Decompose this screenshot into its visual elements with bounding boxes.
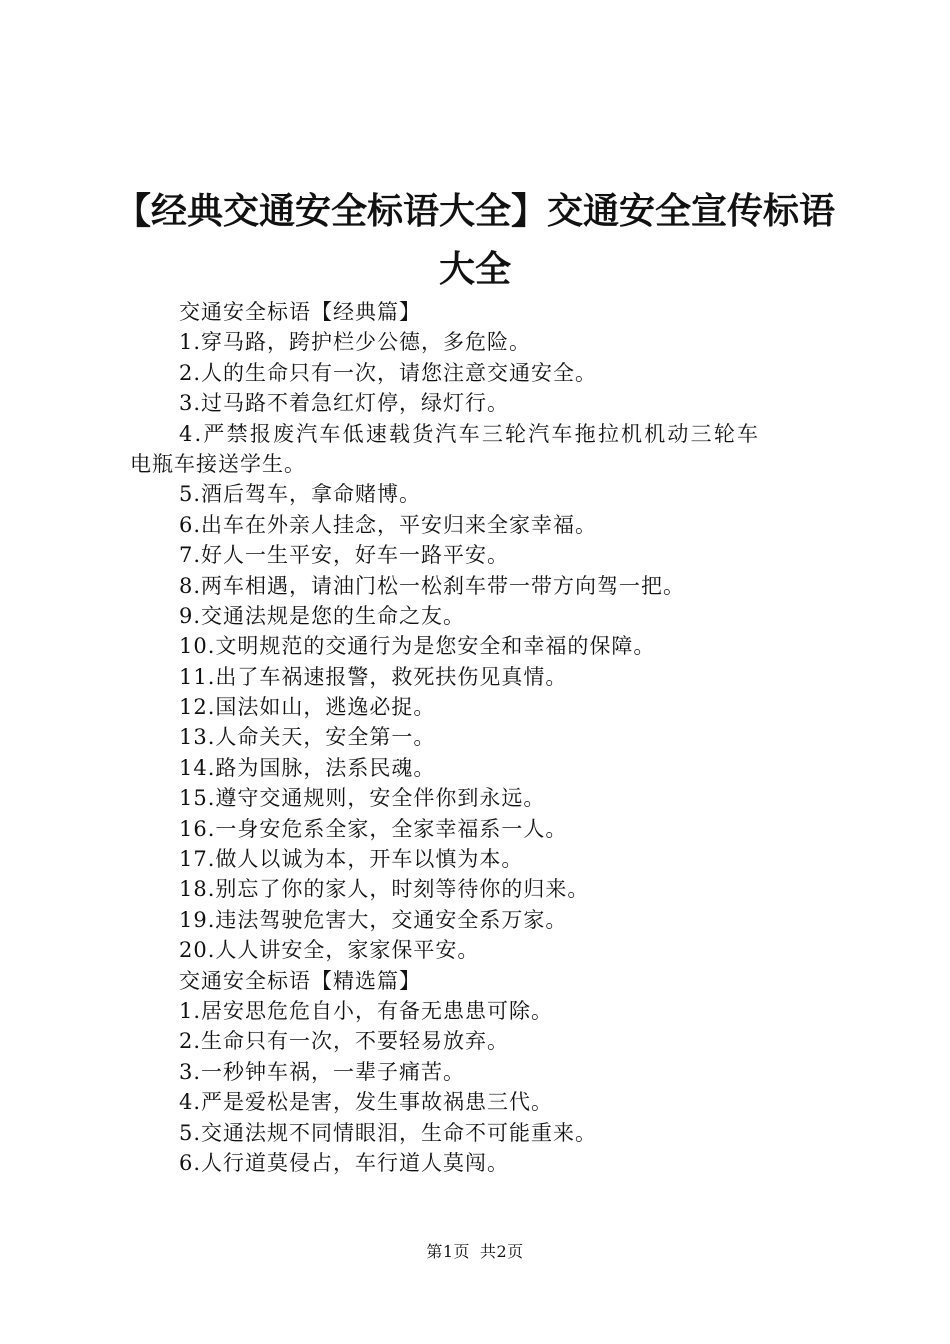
list-item: 4.严禁报废汽车低速载货汽车三轮汽车拖拉机机动三轮车	[179, 421, 761, 446]
page-footer	[0, 1240, 950, 1264]
list-item: 11.出了车祸速报警，救死扶伤见真情。	[179, 664, 568, 689]
list-item: 20.人人讲安全，家家保平安。	[179, 938, 480, 963]
list-item: 1.穿马路，跨护栏少公德，多危险。	[179, 330, 532, 355]
list-item: 6.出车在外亲人挂念，平安归来全家幸福。	[179, 512, 598, 537]
list-item: 16.一身安危系全家，全家幸福系一人。	[179, 816, 568, 841]
list-item: 3.一秒钟车祸，一辈子痛苦。	[179, 1059, 466, 1084]
list-item: 19.违法驾驶危害大，交通安全系万家。	[179, 907, 568, 932]
list-item: 10.文明规范的交通行为是您安全和幸福的保障。	[179, 634, 656, 659]
list-item: 7.好人一生平安，好车一路平安。	[179, 543, 510, 568]
list-item-continuation: 电瓶车接送学生。	[130, 451, 306, 476]
document-title-line-1: 【经典交通安全标语大全】交通安全宣传标语	[114, 191, 835, 232]
document-title-line-2: 大全	[438, 249, 511, 290]
list-item: 15.遵守交通规则，安全伴你到永远。	[179, 786, 546, 811]
list-item: 4.严是爱松是害，发生事故祸患三代。	[179, 1090, 554, 1115]
page-number-total: 共2页	[480, 1242, 524, 1261]
list-item: 1.居安思危危自小，有备无患患可除。	[179, 998, 554, 1023]
section-heading-selected: 交通安全标语【精选篇】	[179, 968, 421, 993]
list-item: 6.人行道莫侵占，车行道人莫闯。	[179, 1150, 510, 1175]
list-item: 9.交通法规是您的生命之友。	[179, 603, 466, 628]
list-item: 18.别忘了你的家人，时刻等待你的归来。	[179, 877, 590, 902]
document-body	[130, 297, 830, 1178]
section-heading-classic: 交通安全标语【经典篇】	[179, 300, 421, 324]
list-item: 12.国法如山，逃逸必捉。	[179, 695, 436, 720]
list-item: 5.酒后驾车，拿命赌博。	[179, 482, 422, 507]
list-item: 5.交通法规不同情眼泪，生命不可能重来。	[179, 1120, 598, 1145]
list-item: 14.路为国脉，法系民魂。	[179, 755, 436, 780]
list-item: 8.两车相遇，请油门松一松刹车带一带方向驾一把。	[179, 573, 686, 598]
list-item: 2.人的生命只有一次，请您注意交通安全。	[179, 360, 598, 385]
page-number-current: 第1页	[426, 1242, 470, 1261]
list-item: 3.过马路不着急红灯停，绿灯行。	[179, 391, 510, 416]
list-item: 2.生命只有一次，不要轻易放弃。	[179, 1029, 510, 1054]
list-item: 17.做人以诚为本，开车以慎为本。	[179, 847, 524, 872]
list-item: 13.人命关天，安全第一。	[179, 725, 436, 750]
